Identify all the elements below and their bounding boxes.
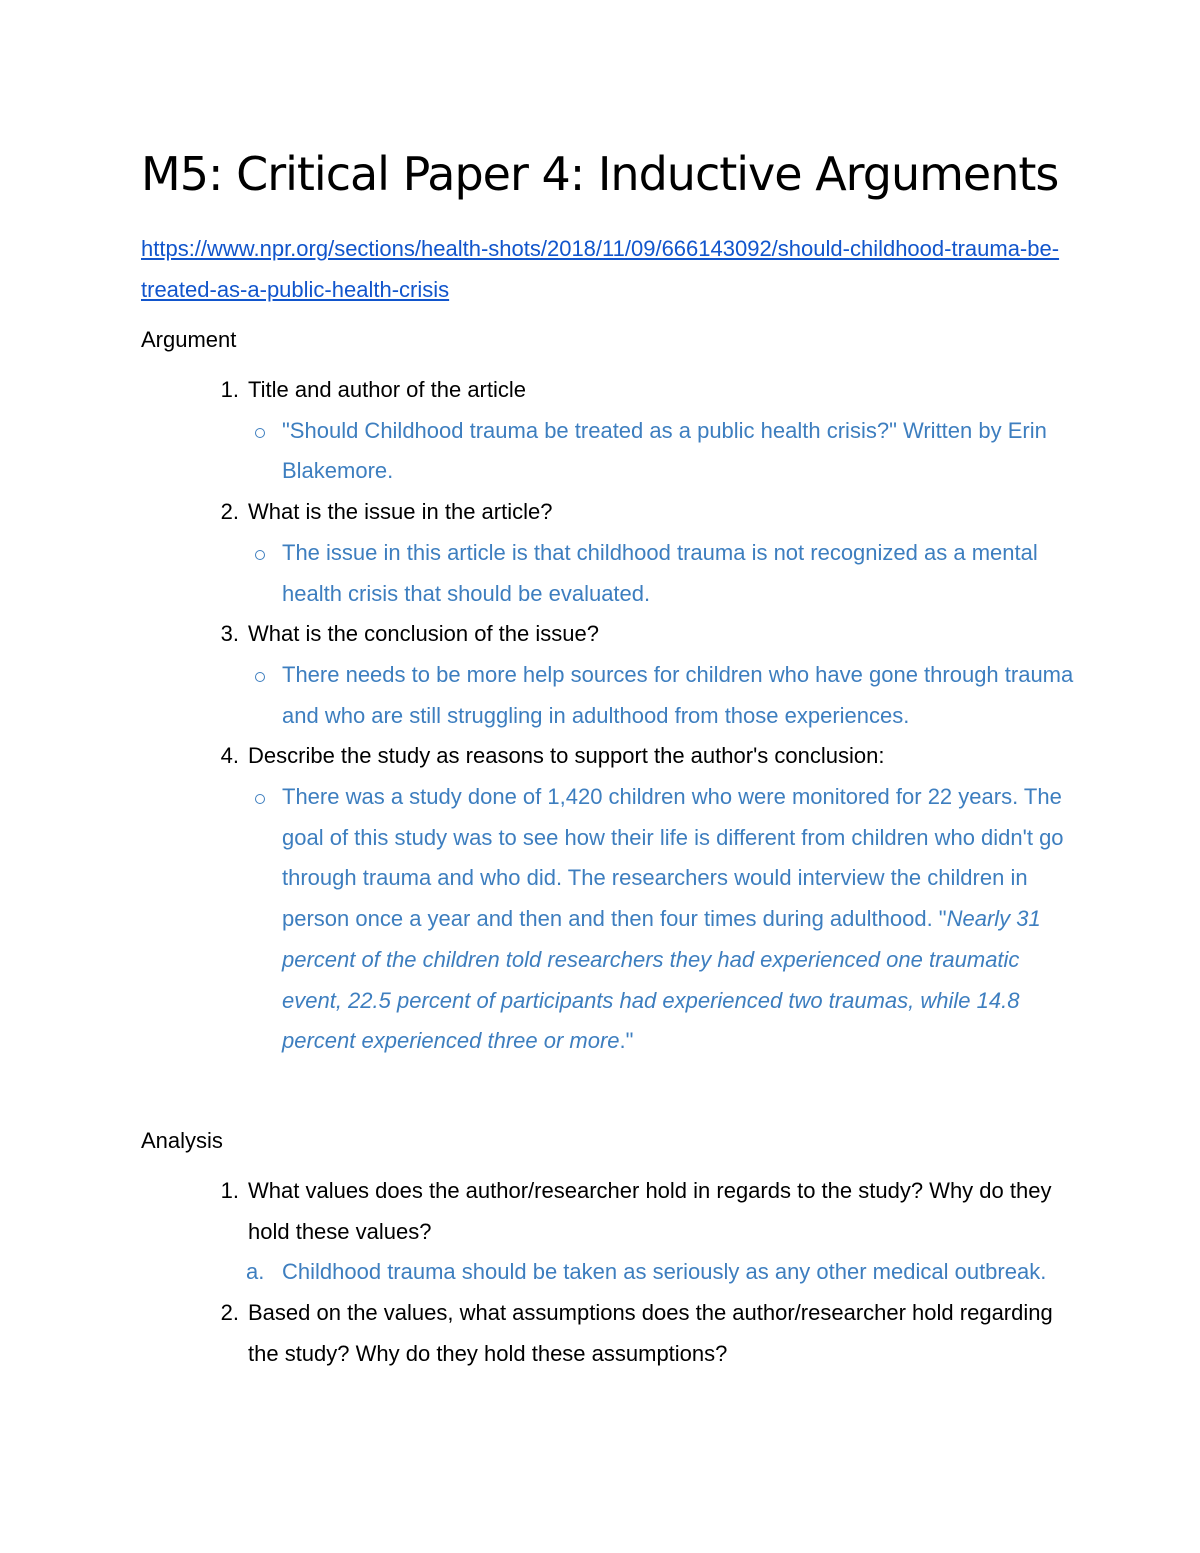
argument-list — [205, 370, 1075, 1062]
hollow-bullet-icon — [250, 655, 270, 696]
item-number: 3. — [220, 621, 239, 647]
answer-item — [282, 655, 1075, 736]
answer-text: The issue in this article is that childhood trauma is not recognized as a mental health crisis that should be evaluated. — [282, 539, 1038, 606]
analysis-heading: Analysis — [141, 1128, 223, 1153]
question-text: Describe the study as reasons to support the author's conclusion: — [248, 743, 885, 769]
list-item — [205, 736, 1075, 777]
answer-text: Childhood trauma should be taken as seriously as any other medical outbreak. — [282, 1259, 1047, 1285]
hollow-bullet-icon — [250, 411, 270, 452]
list-item — [205, 370, 1075, 411]
answer-text: There was a study done of 1,420 children who were monitored for 22 years. The goal of this study was to see how their life is different from children who didn't go through trauma and who did. The researchers would interview the children in person once a year and then and then four times during adulthood. " — [282, 784, 1064, 932]
argument-heading: Argument — [141, 327, 237, 352]
hollow-bullet-icon — [250, 777, 270, 818]
answer-marker: a. — [246, 1259, 265, 1285]
answer-text: There needs to be more help sources for children who have gone through trauma and who are still struggling in adulthood from those experiences. — [282, 661, 1074, 728]
answer-item — [246, 1252, 1075, 1293]
list-item — [205, 1171, 1075, 1252]
item-number: 4. — [220, 743, 239, 769]
question-text: Title and author of the article — [248, 377, 527, 402]
item-number: 1. — [220, 1178, 239, 1203]
item-number: 2. — [220, 499, 239, 525]
question-text: What values does the author/researcher hold in regards to the study? Why do they hold these values? — [248, 1178, 1052, 1244]
item-number: 1. — [220, 377, 239, 402]
article-link[interactable]: https://www.npr.org/sections/health-shots/2018/11/09/666143092/should-childhood-trauma-be-treated-as-a-public-health-crisis — [141, 236, 1060, 302]
quoted-statistics: Nearly 31 percent of the children told researchers they had experienced one traumatic event, 22.5 percent of participants had experienced two traumas, while 14.8 percent experienced three or more — [282, 906, 1041, 1054]
list-item — [205, 492, 1075, 533]
page-title: M5: Critical Paper 4: Inductive Arguments — [141, 147, 1059, 201]
answer-item — [282, 533, 1075, 614]
question-text: Based on the values, what assumptions does the author/researcher hold regarding the study? Why do they hold these assumptions? — [248, 1300, 1053, 1366]
analysis-list — [205, 1171, 1075, 1375]
answer-item — [282, 777, 1075, 1062]
answer-item — [282, 411, 1075, 492]
answer-tail: ." — [619, 1028, 634, 1054]
list-item — [205, 1293, 1075, 1374]
hollow-bullet-icon — [250, 533, 270, 574]
item-number: 2. — [220, 1300, 239, 1326]
list-item — [205, 614, 1075, 655]
question-text: What is the conclusion of the issue? — [248, 621, 599, 647]
question-text: What is the issue in the article? — [248, 499, 553, 525]
answer-text: "Should Childhood trauma be treated as a public health crisis?" Written by Erin Blakemore. — [282, 417, 1047, 484]
